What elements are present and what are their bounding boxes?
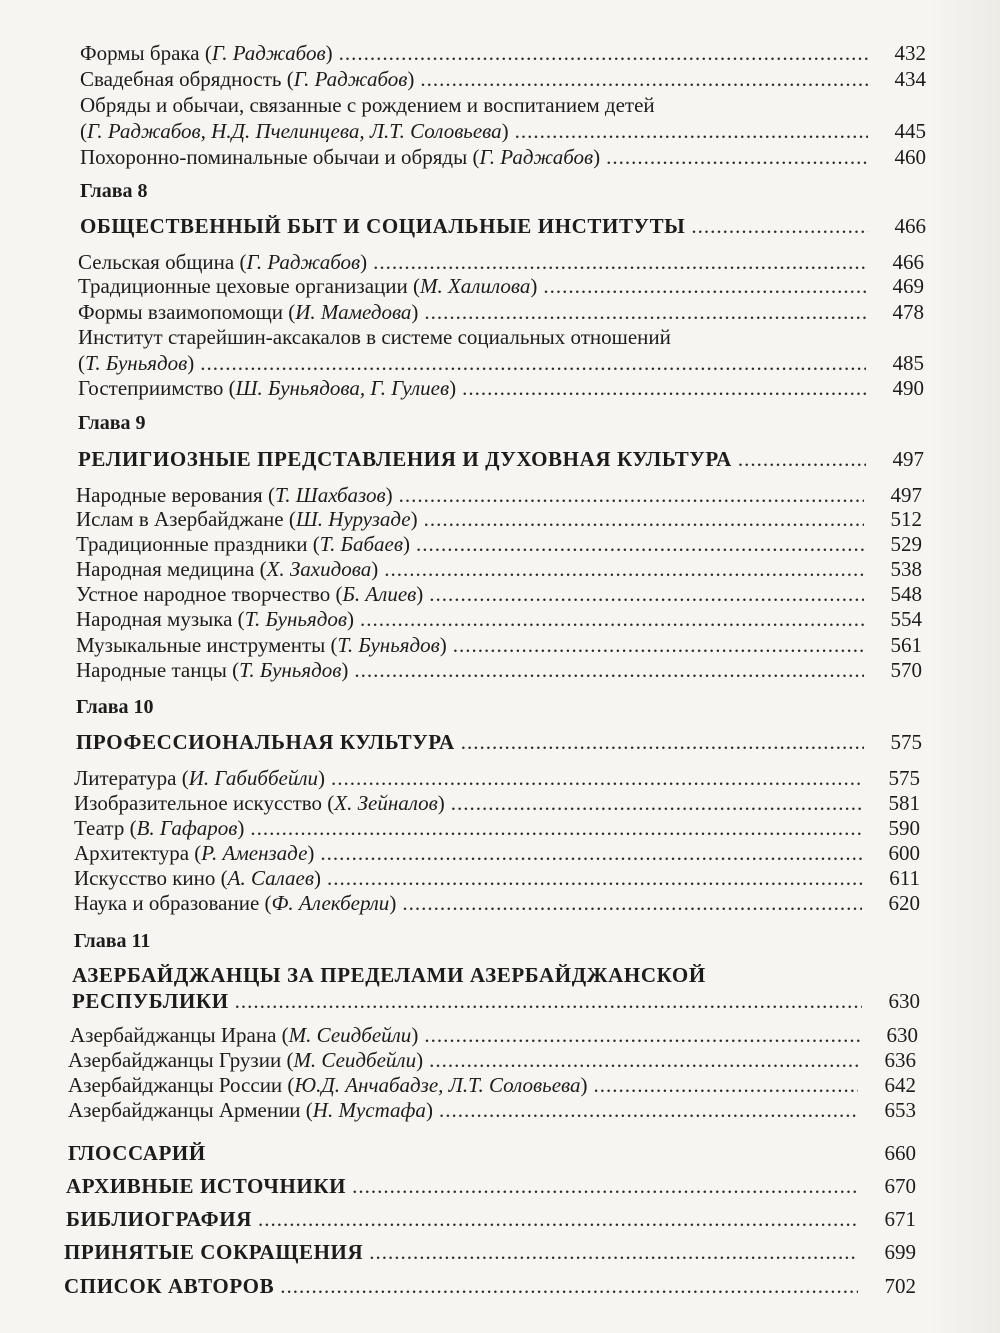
- toc-entry[interactable]: (Т. Буньядов) ..... 485: [78, 350, 924, 376]
- page-number: 630: [888, 989, 920, 1013]
- page-number: 466: [894, 214, 926, 238]
- toc-entry-title-line: Обряды и обычаи, связанные с рождением и воспитанием детей: [80, 93, 655, 117]
- section-heading[interactable]: БИБЛИОГРАФИЯ ..... 671: [66, 1206, 916, 1232]
- page-number: 497: [890, 483, 922, 507]
- section-heading[interactable]: ГЛОССАРИЙ 660: [68, 1141, 916, 1165]
- toc-entry[interactable]: Народная музыка (Т. Буньядов) ..... 554: [76, 606, 922, 632]
- page-number: 466: [892, 250, 924, 274]
- page-number: 478: [892, 300, 924, 324]
- page-number: 702: [884, 1274, 916, 1298]
- toc-entry[interactable]: Свадебная обрядность (Г. Раджабов) ..... 434: [80, 66, 926, 92]
- page-number: 497: [892, 447, 924, 471]
- page-number: 699: [884, 1240, 916, 1264]
- toc-entry[interactable]: Архитектура (Р. Амензаде) ..... 600: [74, 840, 920, 866]
- toc-entry-title-line: Институт старейшин-аксакалов в системе социальных отношений: [78, 325, 671, 349]
- toc-entry[interactable]: Искусство кино (А. Салаев) ..... 611: [74, 865, 920, 891]
- chapter-heading[interactable]: РЕЛИГИОЗНЫЕ ПРЕДСТАВЛЕНИЯ И ДУХОВНАЯ КУЛЬТУРА ..... 497: [78, 446, 924, 472]
- toc-entry[interactable]: Устное народное творчество (Б. Алиев) ..... 548: [76, 581, 922, 607]
- toc-entry[interactable]: Народная медицина (Х. Захидова) ..... 538: [76, 556, 922, 582]
- page-number: 570: [890, 658, 922, 682]
- chapter-number: Глава 8: [80, 180, 148, 202]
- toc-entry[interactable]: Литература (И. Габиббейли) ..... 575: [74, 765, 920, 791]
- page-number: 642: [884, 1073, 916, 1097]
- page-number: 653: [884, 1098, 916, 1122]
- page-number: 575: [890, 730, 922, 754]
- toc-entry[interactable]: Гостеприимство (Ш. Буньядова, Г. Гулиев) ..... 490: [78, 375, 924, 401]
- toc-entry[interactable]: Ислам в Азербайджане (Ш. Нурузаде) ..... 512: [76, 506, 922, 532]
- section-heading[interactable]: АРХИВНЫЕ ИСТОЧНИКИ ..... 670: [66, 1173, 916, 1199]
- toc-entry[interactable]: Народные танцы (Т. Буньядов) ..... 570: [76, 657, 922, 683]
- page-number: 490: [892, 376, 924, 400]
- toc-entry[interactable]: Азербайджанцы Грузии (М. Сеидбейли) ..... 636: [68, 1047, 916, 1073]
- page-number: 581: [888, 791, 920, 815]
- chapter-heading-line: АЗЕРБАЙДЖАНЦЫ ЗА ПРЕДЕЛАМИ АЗЕРБАЙДЖАНСКОЙ: [72, 963, 706, 987]
- chapter-heading[interactable]: ПРОФЕССИОНАЛЬНАЯ КУЛЬТУРА ..... 575: [76, 729, 922, 755]
- page-number: 538: [890, 557, 922, 581]
- toc-entry[interactable]: Наука и образование (Ф. Алекберли) ..... 620: [74, 890, 920, 916]
- page-number: 600: [888, 841, 920, 865]
- page-number: 554: [890, 607, 922, 631]
- page-number: 636: [884, 1048, 916, 1072]
- chapter-number: Глава 10: [76, 696, 154, 718]
- toc-entry[interactable]: (Г. Раджабов, Н.Д. Пчелинцева, Л.Т. Соловьева) ..... 445: [80, 118, 926, 144]
- toc-entry[interactable]: Народные верования (Т. Шахбазов) ..... 497: [76, 482, 922, 508]
- toc-entry[interactable]: Азербайджанцы Армении (Н. Мустафа) ..... 653: [68, 1097, 916, 1123]
- page-number: 460: [894, 145, 926, 169]
- page-number: 671: [884, 1207, 916, 1231]
- section-heading[interactable]: ПРИНЯТЫЕ СОКРАЩЕНИЯ ..... 699: [64, 1239, 916, 1265]
- toc-entry[interactable]: Азербайджанцы России (Ю.Д. Анчабадзе, Л.Т. Соловьева) ..... 642: [68, 1072, 916, 1098]
- section-heading[interactable]: СПИСОК АВТОРОВ ..... 702: [64, 1273, 916, 1299]
- page-number: 512: [890, 507, 922, 531]
- toc-entry[interactable]: Формы брака (Г. Раджабов) ..... 432: [80, 40, 926, 66]
- toc-entry[interactable]: Сельская община (Г. Раджабов) ..... 466: [78, 249, 924, 275]
- page-number: 611: [889, 866, 920, 890]
- chapter-number: Глава 9: [78, 412, 146, 434]
- page-number: 548: [890, 582, 922, 606]
- page-number: 434: [894, 67, 926, 91]
- toc-entry[interactable]: Изобразительное искусство (Х. Зейналов) ..... 581: [74, 790, 920, 816]
- chapter-number: Глава 11: [74, 930, 151, 952]
- page-number: 620: [888, 891, 920, 915]
- page-number: 590: [888, 816, 920, 840]
- page-number: 485: [892, 351, 924, 375]
- page-number: 445: [894, 119, 926, 143]
- toc-entry[interactable]: Азербайджанцы Ирана (М. Сеидбейли) ..... 630: [70, 1022, 918, 1048]
- toc-entry[interactable]: Формы взаимопомощи (И. Мамедова) ..... 478: [78, 299, 924, 325]
- page-number: 469: [892, 274, 924, 298]
- toc-entry[interactable]: Музыкальные инструменты (Т. Буньядов) ..... 561: [76, 632, 922, 658]
- toc-entry[interactable]: Театр (В. Гафаров) ..... 590: [74, 815, 920, 841]
- page-number: 529: [890, 532, 922, 556]
- chapter-heading[interactable]: ОБЩЕСТВЕННЫЙ БЫТ И СОЦИАЛЬНЫЕ ИНСТИТУТЫ ..... 466: [80, 213, 926, 239]
- toc-entry[interactable]: Традиционные праздники (Т. Бабаев) ..... 529: [76, 531, 922, 557]
- page-number: 630: [886, 1023, 918, 1047]
- toc-entry[interactable]: Традиционные цеховые организации (М. Халилова) ..... 469: [78, 273, 924, 299]
- chapter-heading[interactable]: РЕСПУБЛИКИ ..... 630: [72, 988, 920, 1014]
- toc-entry[interactable]: Похоронно-поминальные обычаи и обряды (Г. Раджабов) ..... 460: [80, 144, 926, 170]
- scan-shadow: [930, 0, 1000, 1333]
- page-number: 575: [888, 766, 920, 790]
- page-number: 670: [884, 1174, 916, 1198]
- page-number: 561: [890, 633, 922, 657]
- page-number: 660: [884, 1141, 916, 1165]
- page-number: 432: [894, 41, 926, 65]
